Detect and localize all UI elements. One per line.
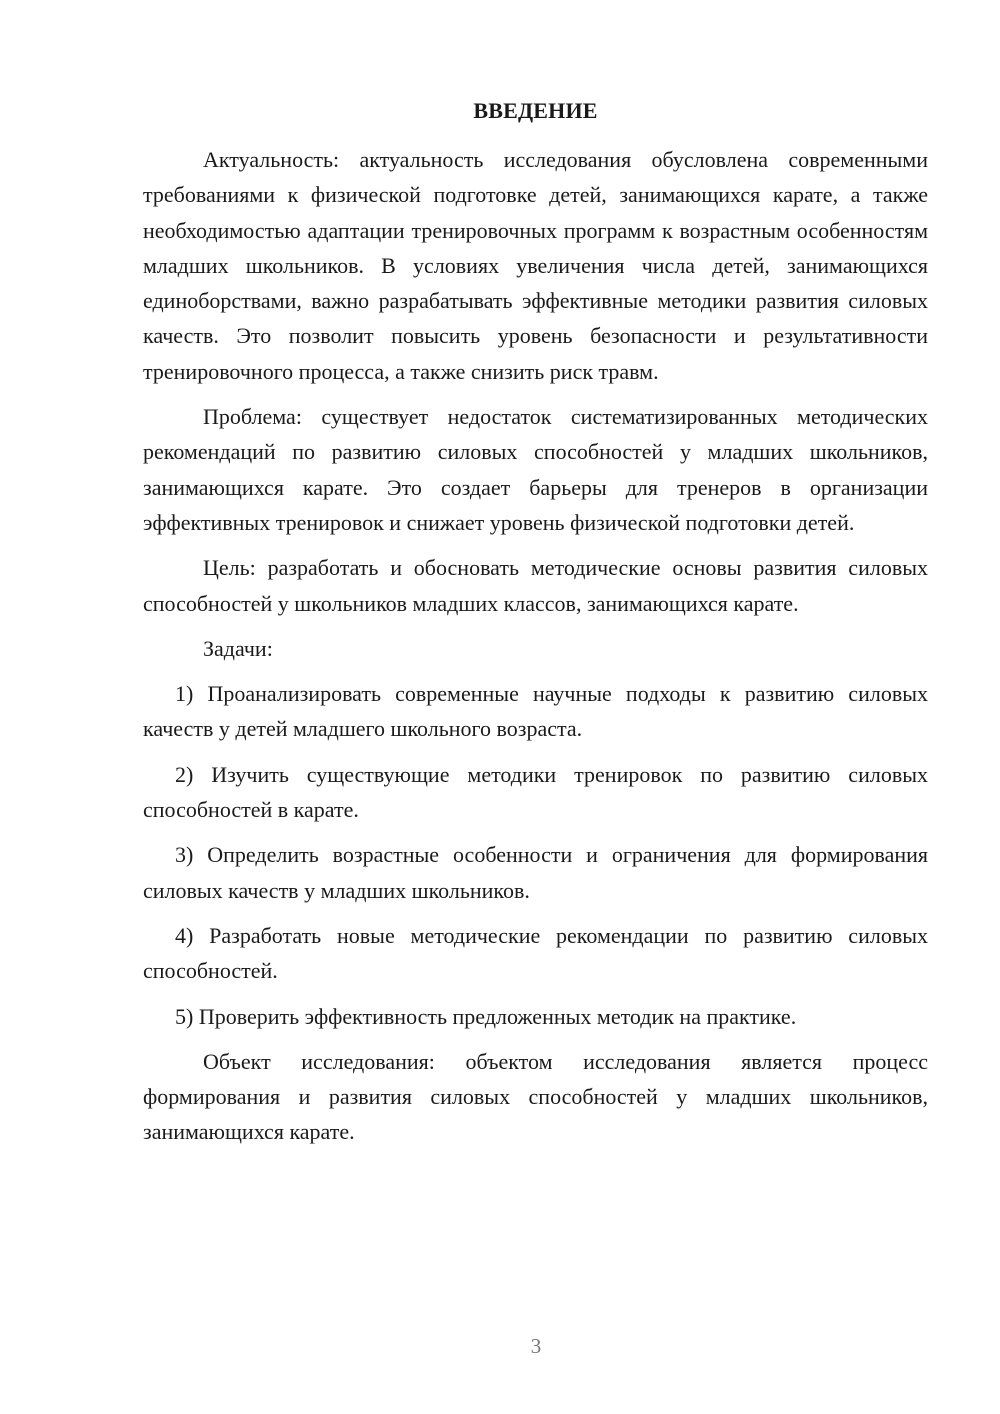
tasks-heading: Задачи: <box>203 635 273 661</box>
paragraph-goal: Цель: разработать и обосновать методические основы развития силовых способностей у школьников младших классов, занимающихся карате. <box>143 555 928 616</box>
page-number: 3 <box>530 1334 542 1358</box>
task-item-4: 4) Разработать новые методические рекомендации по развитию силовых способностей. <box>143 922 928 984</box>
task-item-5: 5) Проверить эффективность предложенных методик на практике. <box>175 1003 797 1029</box>
paragraph-problem: Проблема: существует недостаток систематизированных методических рекомендаций по развитию силовых способностей у младших школьников, занимающихся карате. Это создает барьеры для тренеров в организации эффективных тренировок и снижает уровень физической подготовки детей. <box>143 404 928 535</box>
document-body <box>143 142 928 1150</box>
task-item-2: 2) Изучить существующие методики тренировок по развитию силовых способностей в карате. <box>143 761 928 823</box>
task-item-3: 3) Определить возрастные особенности и ограничения для формирования силовых качеств у младших школьников. <box>143 842 928 903</box>
task-item-1: 1) Проанализировать современные научные подходы к развитию силовых качеств у детей младшего школьного возраста. <box>143 681 928 742</box>
paragraph-relevance: Актуальность: актуальность исследования обусловлена современными требованиями к физической подготовке детей, занимающихся карате, а также необходимостью адаптации тренировочных программ к возрастным особенностям младших школьников. В условиях увеличения числа детей, занимающихся единоборствами, важно разрабатывать эффективные методики развития силовых качеств. Это позволит повысить уровень безопасности и результативности тренировочного процесса, а также снизить риск травм. <box>143 147 928 384</box>
section-title: ВВЕДЕНИЕ <box>473 98 598 123</box>
paragraph-object: Объект исследования: объектом исследования является процесс формирования и развития силовых способностей у младших школьников, занимающихся карате. <box>143 1048 928 1145</box>
